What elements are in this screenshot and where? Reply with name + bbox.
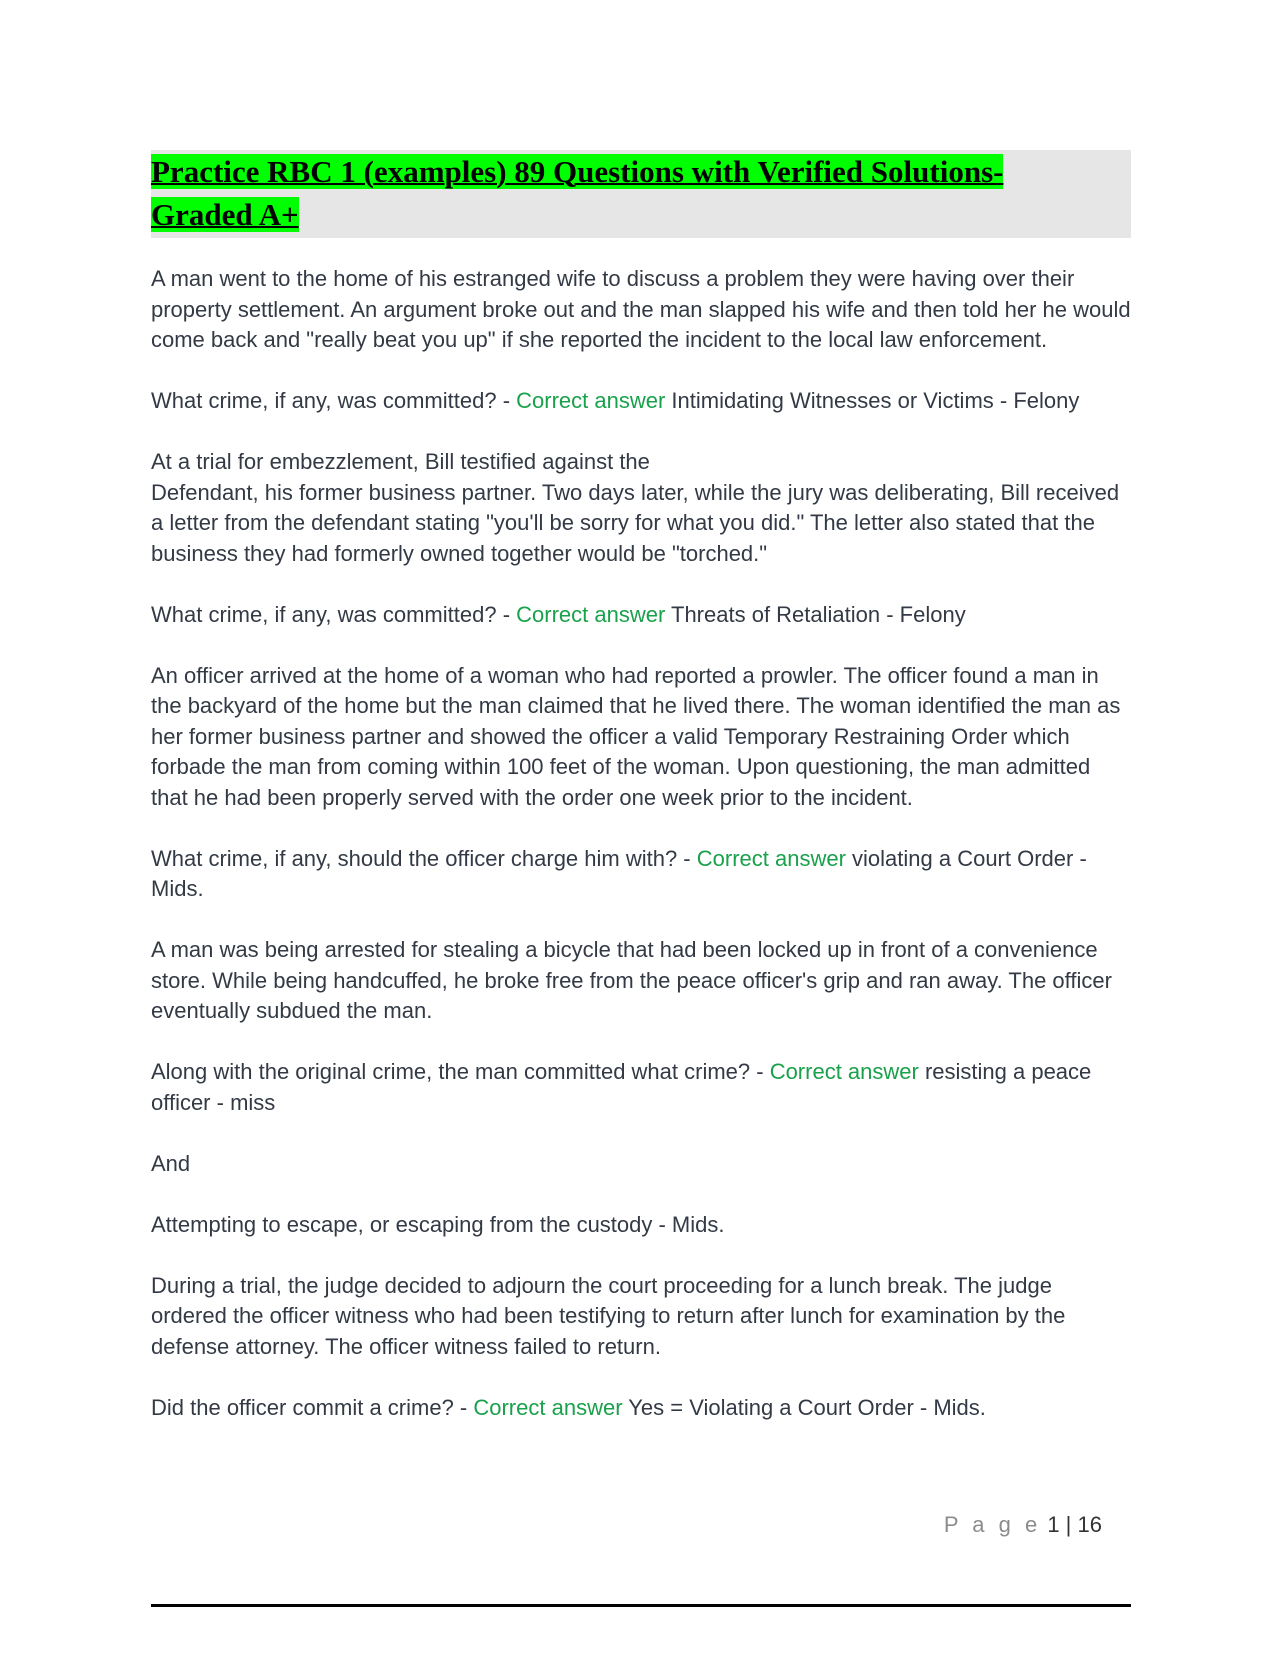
question-answer [151, 1393, 1131, 1424]
question-answer [151, 844, 1131, 905]
scenario-paragraph [151, 1271, 1131, 1363]
scenario-paragraph [151, 935, 1131, 1027]
correct-answer-label: Correct answer [516, 388, 666, 413]
correct-answer-label: Correct answer [516, 601, 666, 627]
title-line-1: Practice RBC 1 (examples) 89 Questions with Verified Solutions- [151, 154, 1004, 189]
question-answer [151, 386, 1131, 417]
scenario-first-line: At a trial for embezzlement, Bill testified against the [151, 449, 650, 474]
footer-divider [151, 1604, 1131, 1607]
question-text: What crime, if any, was committed? - [151, 601, 517, 627]
answer-text: Threats of Retaliation - Felony [665, 601, 966, 627]
page-number-footer [944, 1512, 1102, 1538]
scenario-text: A man went to the home of his estranged wife to discuss a problem they were having over their property settlement. An argument broke out and the man slapped his wife and then told her he would come back and "really beat you up" if she reported the incident to the local law enforcement. [151, 266, 1131, 352]
page-separator: | [1059, 1512, 1078, 1537]
title-line-2: Graded A+ [151, 197, 299, 232]
scenario-text: An officer arrived at the home of a woman who had reported a prowler. The officer found a man in the backyard of the home but the man claimed that he lived there. The woman identified the man as her former business partner and showed the officer a valid Temporary Restraining Order which forbade the man from coming within 100 feet of the woman. Upon questioning, the man admitted that he had been properly served with the order one week prior to the incident. [151, 662, 1121, 810]
correct-answer-label: Correct answer [769, 1059, 919, 1084]
answer-continuation [151, 1149, 1131, 1180]
scenario-paragraph [151, 661, 1131, 814]
correct-answer-label: Correct answer [696, 845, 846, 871]
document-title [151, 150, 1131, 236]
scenario-paragraph [151, 447, 1131, 569]
question-answer [151, 1057, 1131, 1118]
current-page-number: 1 [1047, 1512, 1060, 1537]
answer-text: Intimidating Witnesses or Victims - Felony [665, 388, 1080, 413]
continuation-text: Attempting to escape, or escaping from the custody - Mids. [151, 1211, 725, 1237]
scenario-text: During a trial, the judge decided to adjourn the court proceeding for a lunch break. The judge ordered the officer witness who had been testifying to return after lunch for examination by the defense attorney. The officer witness failed to return. [151, 1272, 1066, 1359]
correct-answer-label: Correct answer [473, 1394, 623, 1420]
continuation-text: And [151, 1150, 191, 1176]
scenario-paragraph [151, 264, 1131, 356]
question-text: Did the officer commit a crime? - [151, 1394, 474, 1420]
total-pages: 16 [1077, 1512, 1102, 1537]
question-answer [151, 600, 1131, 631]
document-body [151, 150, 1131, 1454]
answer-text: resisting a peace officer - miss [151, 1059, 1092, 1115]
scenario-text: A man was being arrested for stealing a bicycle that had been locked up in front of a convenience store. While being handcuffed, he broke free from the peace officer's grip and ran away. The officer eventually subdued the man. [151, 937, 1112, 1023]
question-text: Along with the original crime, the man committed what crime? - [151, 1059, 770, 1084]
question-text: What crime, if any, should the officer charge him with? - [151, 845, 697, 871]
document-title-band [151, 150, 1131, 238]
page-word: P a g e [943, 1512, 1042, 1537]
question-text: What crime, if any, was committed? - [151, 388, 517, 413]
scenario-text: Defendant, his former business partner. Two days later, while the jury was deliberating, Bill received a letter from the defendant stating "you'll be sorry for what you did." The letter also stated that the business they had formerly owned together would be "torched." [151, 479, 1120, 566]
answer-continuation [151, 1210, 1131, 1241]
answer-text: Yes = Violating a Court Order - Mids. [622, 1394, 986, 1420]
answer-text: violating a Court Order - Mids. [151, 845, 1087, 901]
